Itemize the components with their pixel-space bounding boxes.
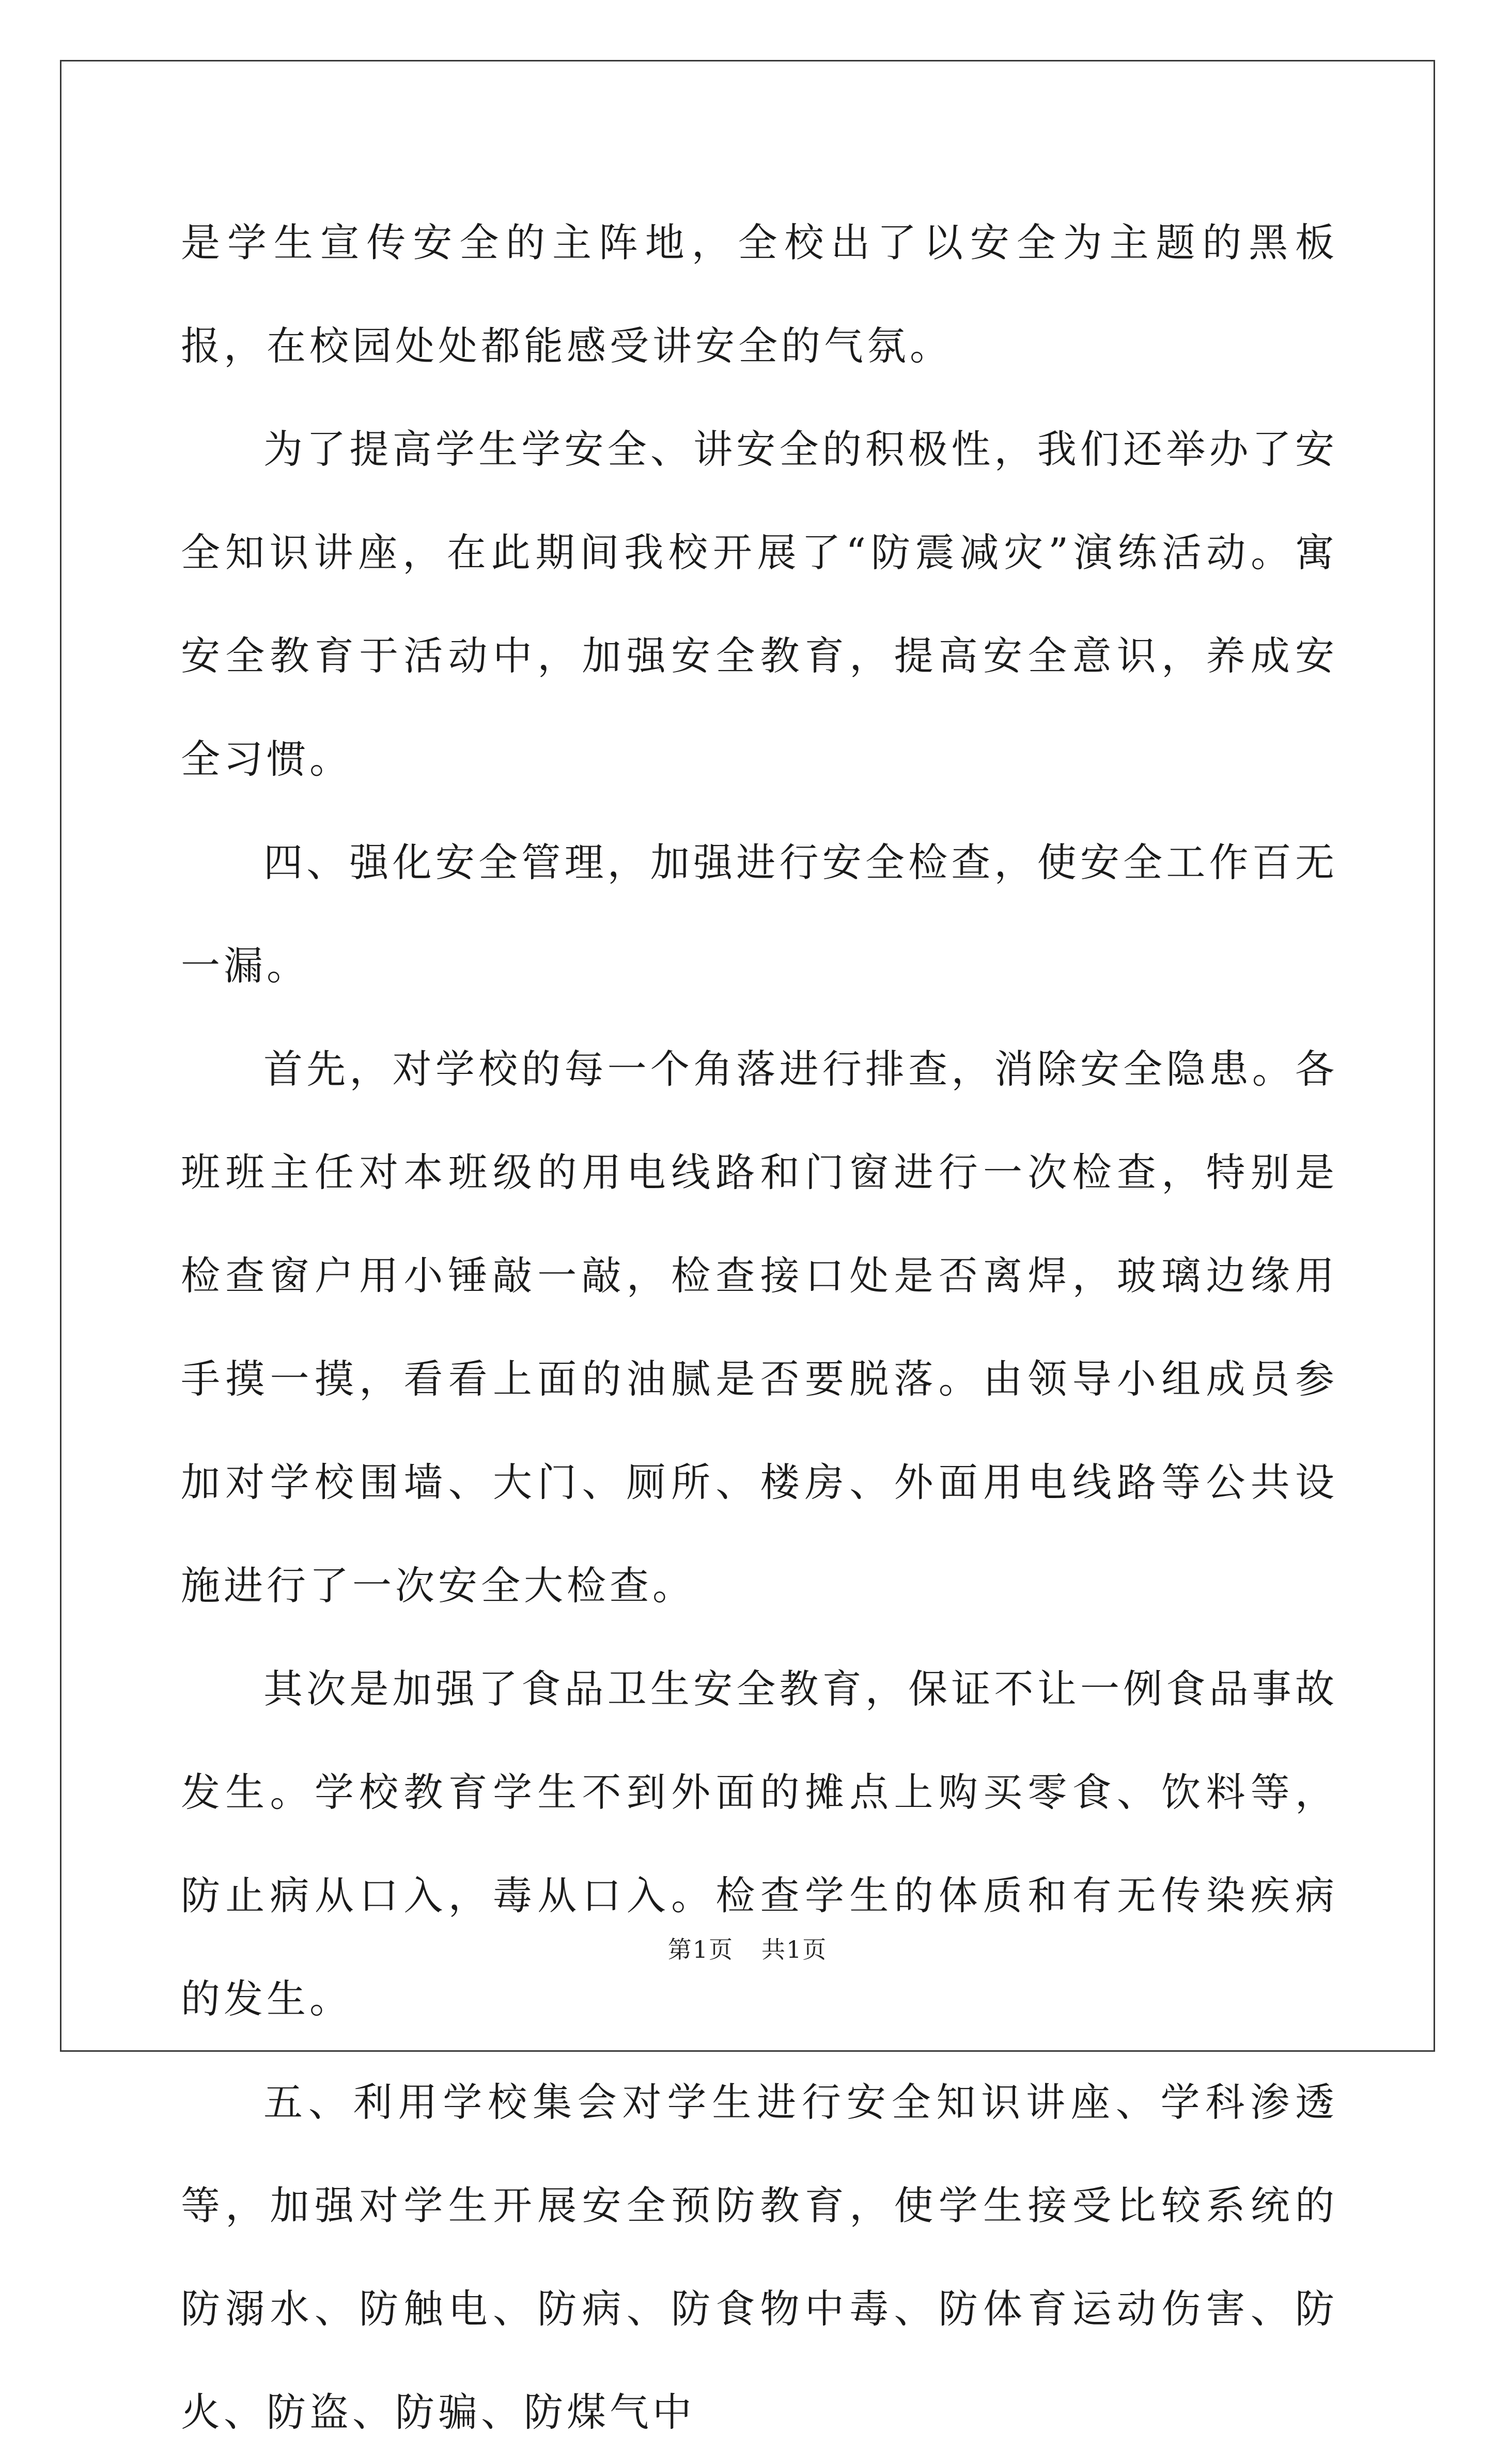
page-total: 共1页 xyxy=(761,1936,828,1963)
paragraph-4: 首先，对学校的每一个角落进行排查，消除安全隐患。各班班主任对本班级的用电线路和门窗进行一次检查，特别是检查窗户用小锤敲一敲，检查接口处是否离焊，玻璃边缘用手摸一摸，看看上面的油腻是否要脱落。由领导小组成员参加对学校围墙、大门、厕所、楼房、外面用电线路等公共设施进行了一次安全大检查。 xyxy=(181,1046,1338,1609)
paragraph-6: 五、利用学校集会对学生进行安全知识讲座、学科渗透等，加强对学生开展安全预防教育，使学生接受比较系统的防溺水、防触电、防病、防食物中毒、防体育运动伤害、防火、防盗、防骗、防煤气中 xyxy=(181,2079,1338,2435)
paragraph-5: 其次是加强了食品卫生安全教育，保证不让一例食品事故发生。学校教育学生不到外面的摊点上购买零食、饮料等，防止病从口入，毒从口入。检查学生的体质和有无传染疾病的发生。 xyxy=(181,1666,1338,2022)
paragraph-1: 是学生宣传安全的主阵地，全校出了以安全为主题的黑板报，在校园处处都能感受讲安全的气氛。 xyxy=(181,220,1338,369)
paragraph-2: 为了提高学生学安全、讲安全的积极性，我们还举办了安全知识讲座，在此期间我校开展了“防震减灾”演练活动。寓安全教育于活动中，加强安全教育，提高安全意识，养成安全习惯。 xyxy=(181,426,1338,782)
paragraph-3: 四、强化安全管理，加强进行安全检查，使安全工作百无一漏。 xyxy=(181,839,1338,989)
document-body xyxy=(181,191,1338,2464)
page-number: 第1页 xyxy=(667,1936,734,1963)
page-footer xyxy=(0,1931,1495,1965)
